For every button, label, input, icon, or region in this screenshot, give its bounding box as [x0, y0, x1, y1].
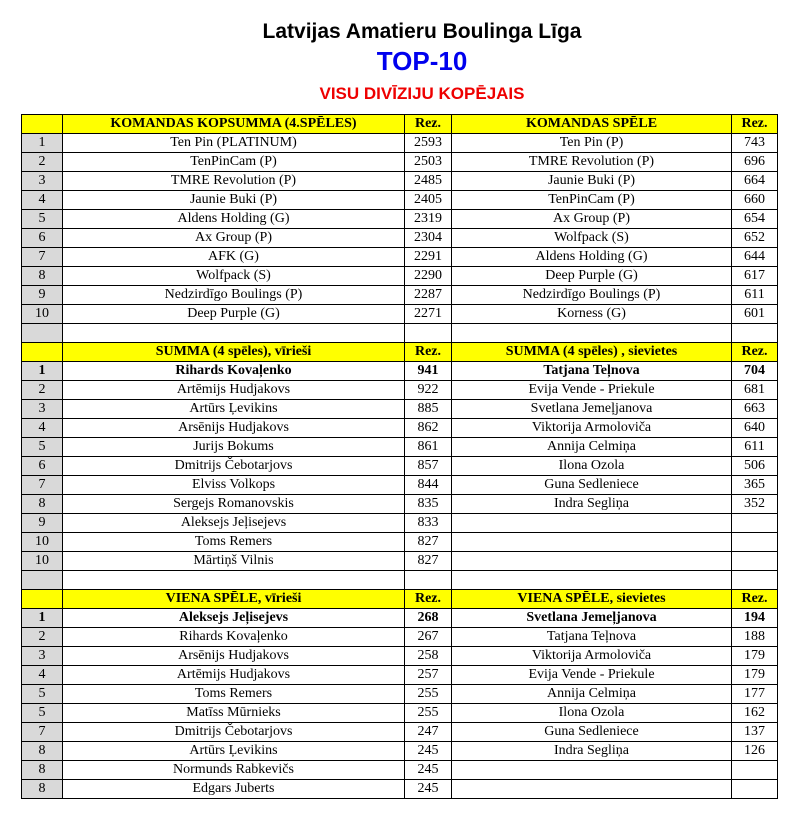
table-row [22, 571, 778, 590]
table-row [22, 780, 778, 799]
left-name-cell: Elviss Volkops [63, 476, 405, 495]
left-name-cell: Dmitrijs Čebotarjovs [63, 457, 405, 476]
left-name-cell: Ax Group (P) [63, 229, 405, 248]
left-score-cell: 2291 [405, 248, 452, 267]
left-name-cell: Ten Pin (PLATINUM) [63, 134, 405, 153]
table-row [22, 495, 778, 514]
left-name-cell: Artēmijs Hudjakovs [63, 666, 405, 685]
left-score-cell: 827 [405, 552, 452, 571]
right-name-cell: Nedzirdīgo Boulings (P) [452, 286, 732, 305]
left-name-cell: Aleksejs Jeļisejevs [63, 609, 405, 628]
left-name-cell: Artēmijs Hudjakovs [63, 381, 405, 400]
section-header-row [22, 590, 778, 609]
table-row [22, 229, 778, 248]
left-score-cell: 255 [405, 685, 452, 704]
right-rez-header: Rez. [732, 343, 778, 362]
right-name-cell: Ax Group (P) [452, 210, 732, 229]
right-score-cell: 179 [732, 666, 778, 685]
left-score-cell: 2485 [405, 172, 452, 191]
left-score-cell: 2287 [405, 286, 452, 305]
right-name-cell: TMRE Revolution (P) [452, 153, 732, 172]
table-row [22, 191, 778, 210]
right-name-cell: TenPinCam (P) [452, 191, 732, 210]
right-name-cell [452, 533, 732, 552]
table-row [22, 552, 778, 571]
right-name-cell: Indra Segliņa [452, 495, 732, 514]
left-score-cell: 885 [405, 400, 452, 419]
left-score-cell: 833 [405, 514, 452, 533]
right-score-cell: 617 [732, 267, 778, 286]
rank-cell: 8 [22, 495, 63, 514]
right-name-cell: Tatjana Teļnova [452, 628, 732, 647]
table-row [22, 533, 778, 552]
rank-cell [22, 324, 63, 343]
results-table [21, 114, 778, 799]
table-row [22, 723, 778, 742]
right-score-cell: 162 [732, 704, 778, 723]
division-subtitle: VISU DIVĪZIJU KOPĒJAIS [319, 84, 525, 103]
right-score-cell: 652 [732, 229, 778, 248]
right-name-cell: Tatjana Teļnova [452, 362, 732, 381]
table-row [22, 400, 778, 419]
right-score-cell: 137 [732, 723, 778, 742]
right-score-cell [732, 533, 778, 552]
left-score-cell: 844 [405, 476, 452, 495]
left-score-cell: 2503 [405, 153, 452, 172]
rank-cell: 5 [22, 704, 63, 723]
right-name-cell: Annija Celmiņa [452, 438, 732, 457]
table-row [22, 286, 778, 305]
right-score-cell [732, 514, 778, 533]
header-rank-blank [22, 115, 63, 134]
left-score-cell: 247 [405, 723, 452, 742]
left-score-cell: 2271 [405, 305, 452, 324]
left-score-cell: 257 [405, 666, 452, 685]
right-name-cell [452, 571, 732, 590]
right-score-cell: 640 [732, 419, 778, 438]
right-score-cell: 506 [732, 457, 778, 476]
right-score-cell: 644 [732, 248, 778, 267]
table-row [22, 628, 778, 647]
right-name-cell: Svetlana Jemeļjanova [452, 609, 732, 628]
left-score-cell: 2593 [405, 134, 452, 153]
left-name-cell: Nedzirdīgo Boulings (P) [63, 286, 405, 305]
left-rez-header: Rez. [405, 343, 452, 362]
right-name-cell: Svetlana Jemeļjanova [452, 400, 732, 419]
table-row [22, 514, 778, 533]
rank-cell: 1 [22, 362, 63, 381]
right-name-cell [452, 761, 732, 780]
left-name-cell: Toms Remers [63, 685, 405, 704]
header-rank-blank [22, 343, 63, 362]
right-name-cell: Aldens Holding (G) [452, 248, 732, 267]
left-score-cell: 2304 [405, 229, 452, 248]
left-name-cell: Dmitrijs Čebotarjovs [63, 723, 405, 742]
rank-cell: 2 [22, 628, 63, 647]
right-score-cell: 611 [732, 438, 778, 457]
table-row [22, 362, 778, 381]
league-title: Latvijas Amatieru Boulinga Līga [262, 20, 582, 43]
right-name-cell [452, 514, 732, 533]
left-name-cell: Aleksejs Jeļisejevs [63, 514, 405, 533]
right-score-cell: 743 [732, 134, 778, 153]
left-score-cell: 861 [405, 438, 452, 457]
rank-cell: 10 [22, 533, 63, 552]
table-row [22, 381, 778, 400]
results-table-body [22, 115, 778, 799]
rank-cell: 10 [22, 305, 63, 324]
rank-cell: 1 [22, 134, 63, 153]
left-score-cell: 255 [405, 704, 452, 723]
table-row [22, 476, 778, 495]
rank-cell: 2 [22, 153, 63, 172]
left-score-cell: 2319 [405, 210, 452, 229]
rank-cell: 5 [22, 210, 63, 229]
table-row [22, 248, 778, 267]
left-score-cell: 268 [405, 609, 452, 628]
table-row [22, 324, 778, 343]
left-score-cell: 835 [405, 495, 452, 514]
left-name-cell [63, 571, 405, 590]
rank-cell: 4 [22, 419, 63, 438]
right-score-cell: 664 [732, 172, 778, 191]
left-name-cell: AFK (G) [63, 248, 405, 267]
right-score-cell: 681 [732, 381, 778, 400]
right-name-cell: Ilona Ozola [452, 704, 732, 723]
right-name-cell: Viktorija Armoloviča [452, 647, 732, 666]
left-name-cell: Edgars Juberts [63, 780, 405, 799]
right-rez-header: Rez. [732, 590, 778, 609]
left-name-cell: Arsēnijs Hudjakovs [63, 647, 405, 666]
left-name-cell: Artūrs Ļevikins [63, 742, 405, 761]
right-score-cell: 188 [732, 628, 778, 647]
left-name-cell: Deep Purple (G) [63, 305, 405, 324]
table-row [22, 761, 778, 780]
left-name-cell: TMRE Revolution (P) [63, 172, 405, 191]
right-score-cell: 601 [732, 305, 778, 324]
right-score-cell: 177 [732, 685, 778, 704]
table-row [22, 210, 778, 229]
rank-cell [22, 571, 63, 590]
right-rez-header: Rez. [732, 115, 778, 134]
right-score-cell [732, 761, 778, 780]
table-row [22, 153, 778, 172]
right-name-cell [452, 552, 732, 571]
left-name-cell: Arsēnijs Hudjakovs [63, 419, 405, 438]
table-row [22, 134, 778, 153]
left-name-cell: TenPinCam (P) [63, 153, 405, 172]
rank-cell: 8 [22, 780, 63, 799]
left-rez-header: Rez. [405, 590, 452, 609]
section-header-row [22, 115, 778, 134]
left-name-cell: Wolfpack (S) [63, 267, 405, 286]
right-score-cell: 352 [732, 495, 778, 514]
table-row [22, 704, 778, 723]
left-name-cell: Rihards Kovaļenko [63, 362, 405, 381]
header-rank-blank [22, 590, 63, 609]
table-row [22, 438, 778, 457]
rank-cell: 4 [22, 666, 63, 685]
right-name-cell: Ten Pin (P) [452, 134, 732, 153]
right-name-cell: Jaunie Buki (P) [452, 172, 732, 191]
rank-cell: 7 [22, 476, 63, 495]
table-row [22, 666, 778, 685]
rank-cell: 5 [22, 438, 63, 457]
left-score-cell [405, 324, 452, 343]
right-score-cell: 704 [732, 362, 778, 381]
right-name-cell [452, 324, 732, 343]
rank-cell: 10 [22, 552, 63, 571]
right-score-cell [732, 552, 778, 571]
right-name-cell: Ilona Ozola [452, 457, 732, 476]
rank-cell: 8 [22, 267, 63, 286]
rank-cell: 3 [22, 172, 63, 191]
left-name-cell: Aldens Holding (G) [63, 210, 405, 229]
rank-cell: 7 [22, 723, 63, 742]
rank-cell: 9 [22, 514, 63, 533]
right-score-cell: 365 [732, 476, 778, 495]
rank-cell: 5 [22, 685, 63, 704]
left-score-cell: 862 [405, 419, 452, 438]
right-score-cell: 126 [732, 742, 778, 761]
table-row [22, 457, 778, 476]
right-score-cell: 179 [732, 647, 778, 666]
left-score-cell: 258 [405, 647, 452, 666]
rank-cell: 1 [22, 609, 63, 628]
left-score-cell: 245 [405, 761, 452, 780]
right-section-title: SUMMA (4 spēles) , sievietes [452, 343, 732, 362]
table-row [22, 609, 778, 628]
right-name-cell: Guna Sedleniece [452, 476, 732, 495]
rank-cell: 7 [22, 248, 63, 267]
left-score-cell: 2290 [405, 267, 452, 286]
rank-cell: 3 [22, 647, 63, 666]
table-row [22, 305, 778, 324]
left-name-cell: Jurijs Bokums [63, 438, 405, 457]
right-score-cell [732, 571, 778, 590]
left-name-cell: Artūrs Ļevikins [63, 400, 405, 419]
left-name-cell: Matīss Mūrnieks [63, 704, 405, 723]
right-name-cell [452, 780, 732, 799]
right-score-cell [732, 780, 778, 799]
left-score-cell: 941 [405, 362, 452, 381]
right-name-cell: Indra Segliņa [452, 742, 732, 761]
right-section-title: KOMANDAS SPĒLE [452, 115, 732, 134]
rank-cell: 4 [22, 191, 63, 210]
left-score-cell: 2405 [405, 191, 452, 210]
right-name-cell: Annija Celmiņa [452, 685, 732, 704]
right-score-cell [732, 324, 778, 343]
table-row [22, 685, 778, 704]
rank-cell: 3 [22, 400, 63, 419]
table-row [22, 267, 778, 286]
left-section-title: KOMANDAS KOPSUMMA (4.SPĒLES) [63, 115, 405, 134]
section-header-row [22, 343, 778, 362]
right-score-cell: 663 [732, 400, 778, 419]
left-section-title: VIENA SPĒLE, vīrieši [63, 590, 405, 609]
left-score-cell: 267 [405, 628, 452, 647]
left-name-cell: Jaunie Buki (P) [63, 191, 405, 210]
right-score-cell: 696 [732, 153, 778, 172]
left-name-cell: Toms Remers [63, 533, 405, 552]
rank-cell: 8 [22, 761, 63, 780]
left-name-cell: Mārtiņš Vilnis [63, 552, 405, 571]
right-score-cell: 654 [732, 210, 778, 229]
left-name-cell [63, 324, 405, 343]
rank-cell: 8 [22, 742, 63, 761]
table-row [22, 742, 778, 761]
table-row [22, 419, 778, 438]
top10-subtitle: TOP-10 [376, 46, 468, 76]
left-section-title: SUMMA (4 spēles), vīrieši [63, 343, 405, 362]
rank-cell: 2 [22, 381, 63, 400]
rank-cell: 9 [22, 286, 63, 305]
left-rez-header: Rez. [405, 115, 452, 134]
left-score-cell: 245 [405, 780, 452, 799]
right-score-cell: 660 [732, 191, 778, 210]
left-name-cell: Sergejs Romanovskis [63, 495, 405, 514]
right-name-cell: Korness (G) [452, 305, 732, 324]
right-name-cell: Evija Vende - Priekule [452, 381, 732, 400]
table-row [22, 172, 778, 191]
left-score-cell: 827 [405, 533, 452, 552]
right-score-cell: 194 [732, 609, 778, 628]
right-section-title: VIENA SPĒLE, sievietes [452, 590, 732, 609]
right-name-cell: Viktorija Armoloviča [452, 419, 732, 438]
left-score-cell: 245 [405, 742, 452, 761]
left-score-cell [405, 571, 452, 590]
right-score-cell: 611 [732, 286, 778, 305]
right-name-cell: Evija Vende - Priekule [452, 666, 732, 685]
rank-cell: 6 [22, 229, 63, 248]
right-name-cell: Guna Sedleniece [452, 723, 732, 742]
right-name-cell: Deep Purple (G) [452, 267, 732, 286]
left-score-cell: 922 [405, 381, 452, 400]
left-name-cell: Rihards Kovaļenko [63, 628, 405, 647]
left-name-cell: Normunds Rabkevičs [63, 761, 405, 780]
rank-cell: 6 [22, 457, 63, 476]
right-name-cell: Wolfpack (S) [452, 229, 732, 248]
table-row [22, 647, 778, 666]
left-score-cell: 857 [405, 457, 452, 476]
